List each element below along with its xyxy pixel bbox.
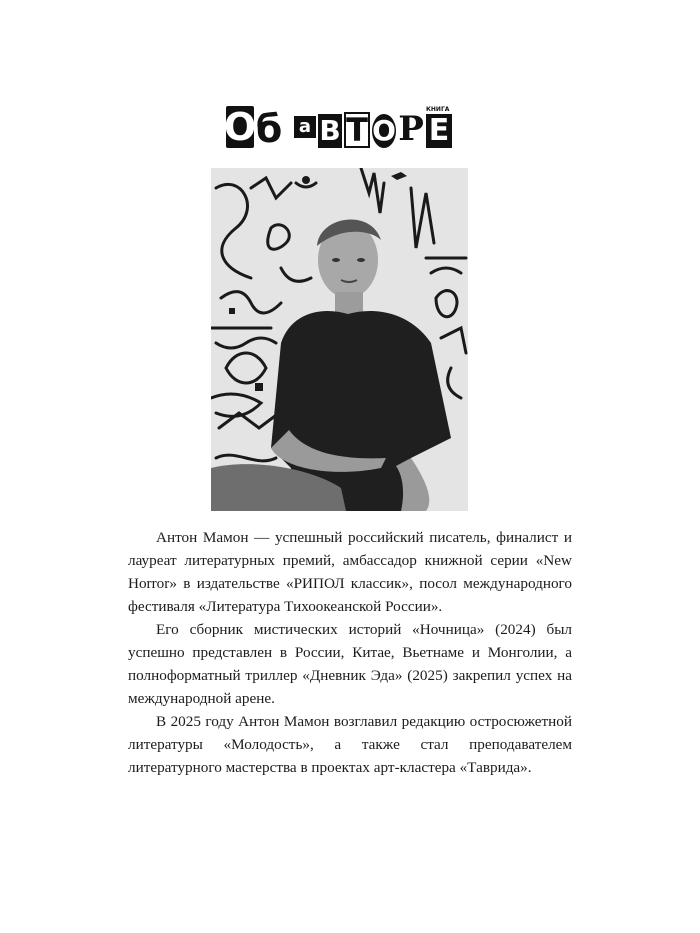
title-letter: О [223, 105, 257, 149]
title-small-mark: КНИГА [426, 106, 450, 113]
author-portrait-photo [211, 168, 468, 511]
title-letter: а [294, 116, 316, 138]
author-bio [128, 526, 572, 779]
title-letter: б [255, 107, 283, 151]
bio-paragraph: Его сборник мистических историй «Ночница» (2024) был успешно представлен в России, Китае, Вьетнаме и Монголии, а полноформатный триллер «Дневник Эда» (2025) закрепил успех на международной арене. [128, 621, 572, 707]
bio-paragraph: Антон Мамон — успешный российский писатель, финалист и лауреат литературных премий, амбассадор книжной серии «New Horror» в издательстве «РИПОЛ классик», посол международного фестиваля «Литература Тихоокеанской России». [128, 529, 572, 615]
title-letter: Р [398, 109, 424, 149]
title-letter: Е [426, 114, 452, 148]
title-letter: В [319, 114, 341, 147]
title-letter: Т [344, 112, 370, 148]
title-letter: О [372, 114, 396, 147]
bio-paragraph: В 2025 году Антон Мамон возглавил редакцию остросюжетной литературы «Молодость», а также стал преподавателем литературного мастерства в проектах арт-кластера «Таврида». [128, 713, 572, 776]
section-title [223, 98, 466, 151]
